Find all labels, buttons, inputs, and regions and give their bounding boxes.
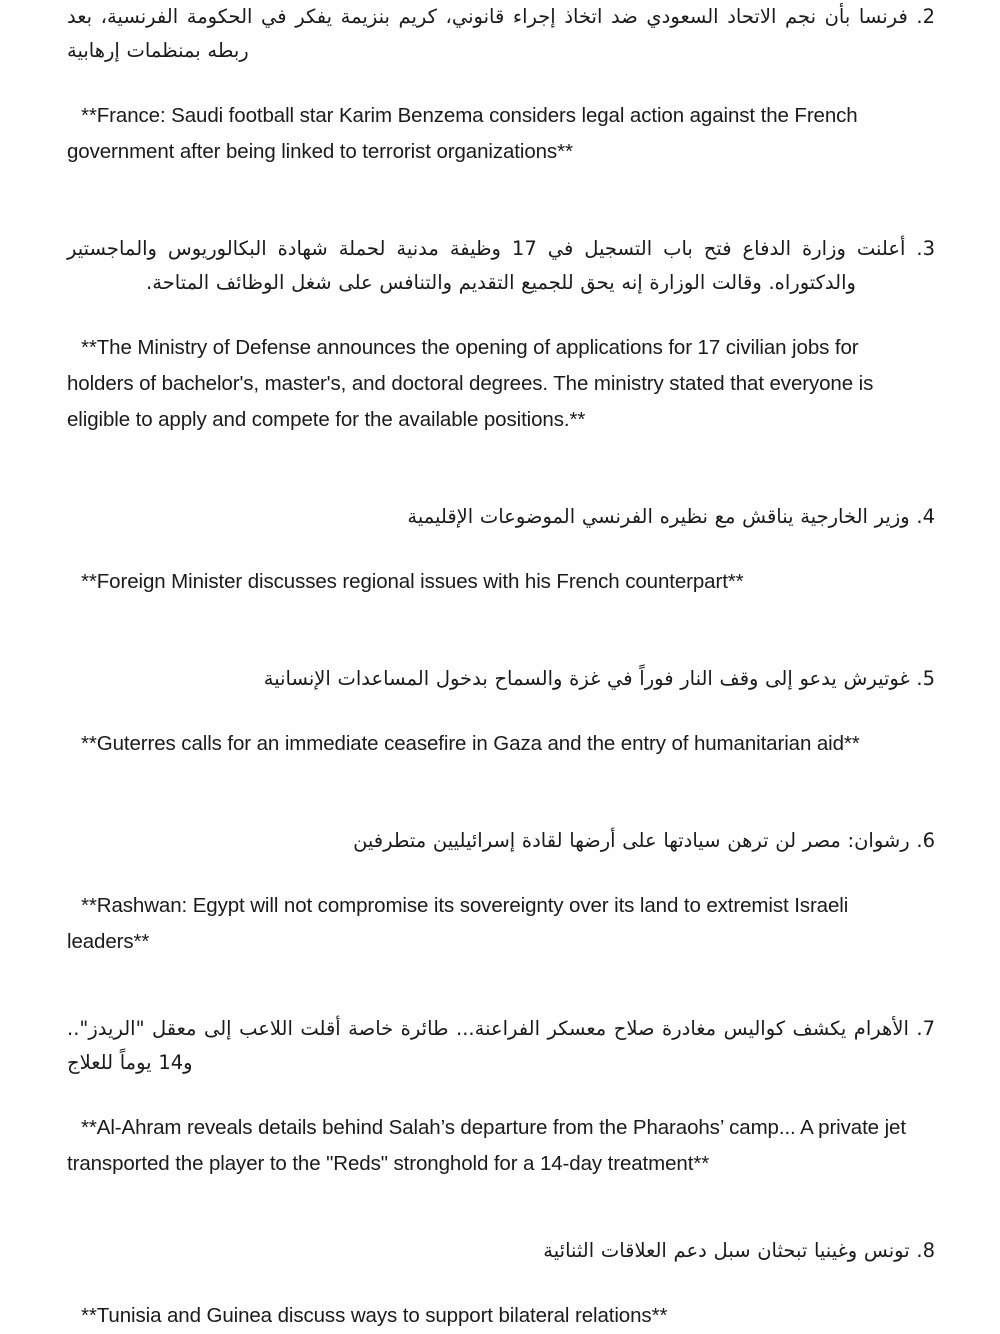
news-item (0, 1234, 1000, 1334)
spacer (0, 960, 1000, 1012)
spacer (0, 696, 1000, 726)
news-item (0, 0, 1000, 170)
spacer (0, 534, 1000, 564)
spacer (0, 1182, 1000, 1234)
news-item (0, 1012, 1000, 1182)
arabic-headline: 7. الأهرام يكشف كواليس مغادرة صلاح معسكر الفراعنة... طائرة خاصة أقلت اللاعب إلى معقل "الريدز".. و14 يوماً للعلاج (67, 1017, 935, 1074)
news-item (0, 662, 1000, 762)
arabic-headline: 6. رشوان: مصر لن ترهن سيادتها على أرضها لقادة إسرائيليين متطرفين (353, 829, 935, 852)
spacer (0, 438, 1000, 500)
arabic-headline: 4. وزير الخارجية يناقش مع نظيره الفرنسي الموضوعات الإقليمية (407, 505, 935, 528)
arabic-headline: 8. تونس وغينيا تبحثان سبل دعم العلاقات الثنائية (543, 1239, 935, 1262)
spacer (0, 170, 1000, 232)
english-translation: **Foreign Minister discusses regional issues with his French counterpart** (81, 570, 744, 593)
english-translation: **Rashwan: Egypt will not compromise its sovereignty over its land to extremist Israeli leaders** (67, 894, 849, 953)
spacer (0, 858, 1000, 888)
news-item (0, 232, 1000, 438)
english-translation: **Tunisia and Guinea discuss ways to support bilateral relations** (81, 1304, 668, 1327)
english-translation: **Guterres calls for an immediate ceasefire in Gaza and the entry of humanitarian aid** (81, 732, 860, 755)
news-item (0, 500, 1000, 600)
spacer (0, 1080, 1000, 1110)
arabic-headline: 2. فرنسا بأن نجم الاتحاد السعودي ضد اتخاذ إجراء قانوني، كريم بنزيمة يفكر في الحكومة الفرنسية، بعد ربطه بمنظمات إرهابية (67, 5, 935, 62)
english-translation: **The Ministry of Defense announces the opening of applications for 17 civilian jobs for holders of bachelor's, master's, and doctoral degrees. The ministry stated that everyone is eligible to apply and compete for the available positions.** (67, 336, 874, 431)
arabic-headline: 5. غوتيرش يدعو إلى وقف النار فوراً في غزة والسماح بدخول المساعدات الإنسانية (263, 667, 935, 690)
english-translation: **France: Saudi football star Karim Benzema considers legal action against the French government after being linked to terrorist organizations** (67, 104, 858, 163)
spacer (0, 600, 1000, 662)
spacer (0, 300, 1000, 330)
spacer (0, 1268, 1000, 1298)
arabic-headline: 3. أعلنت وزارة الدفاع فتح باب التسجيل في 17 وظيفة مدنية لحملة شهادة البكالوريوس والماجستير والدكتوراه. وقالت الوزارة إنه يحق للجميع التقديم والتنافس على شغل الوظائف المتاحة. (67, 237, 935, 294)
spacer (0, 762, 1000, 824)
spacer (0, 68, 1000, 98)
news-item (0, 824, 1000, 960)
english-translation: **Al-Ahram reveals details behind Salah’s departure from the Pharaohs’ camp... A private jet transported the player to the "Reds" stronghold for a 14-day treatment** (67, 1116, 906, 1175)
